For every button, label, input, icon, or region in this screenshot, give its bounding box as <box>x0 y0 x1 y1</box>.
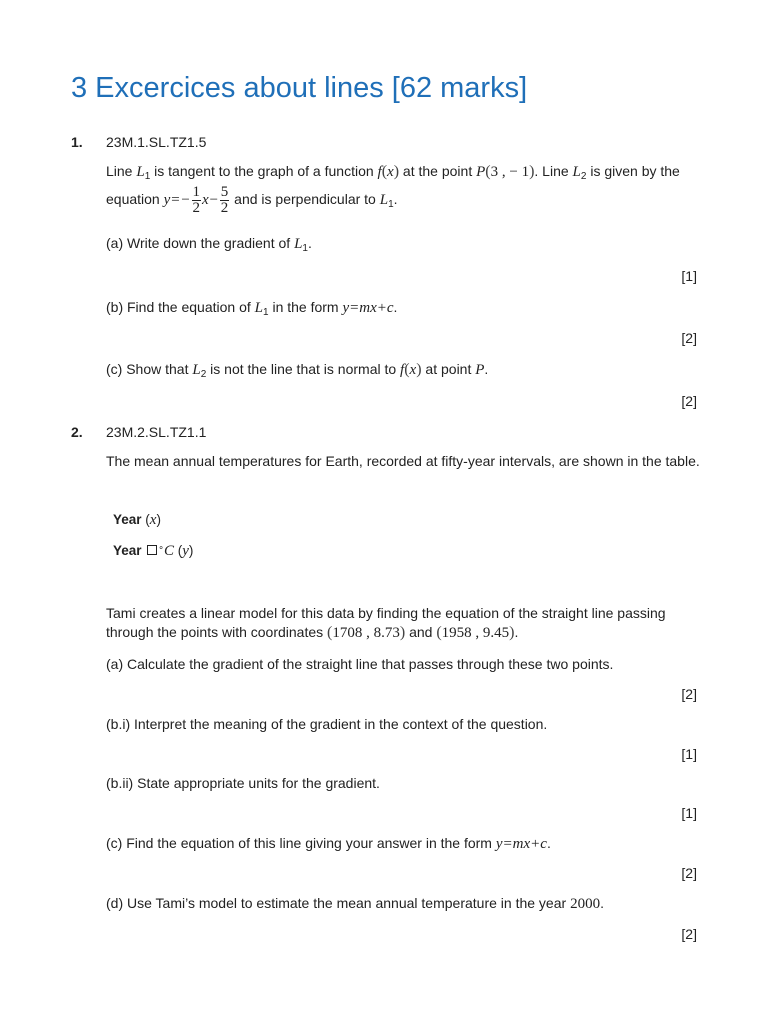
question-2d-marks: [2] <box>681 926 697 942</box>
question-2-stem: The mean annual temperatures for Earth, recorded at fifty-year intervals, are shown in the table. <box>106 453 700 469</box>
table-row-year-x: Year (x) <box>113 512 161 528</box>
table-row-year-temp: Year ∘C (y) <box>113 542 194 559</box>
question-2a-marks: [2] <box>681 686 697 702</box>
question-2-model-line-2: through the points with coordinates (1708 , 8.73) and (1958 , 9.45). <box>106 624 519 641</box>
question-2d: (d) Use Tami’s model to estimate the mean annual temperature in the year 2000. <box>106 895 604 912</box>
question-2bii: (b.ii) State appropriate units for the gradient. <box>106 775 380 791</box>
fraction-five-halves: $\frac{5}{2}$ <box>220 184 229 216</box>
missing-glyph-box <box>147 545 157 555</box>
question-2-model-line-1: Tami creates a linear model for this data by finding the equation of the straight line passing <box>106 605 666 621</box>
question-2bi-marks: [1] <box>681 746 697 762</box>
question-2a: (a) Calculate the gradient of the straight line that passes through these two points. <box>106 656 614 672</box>
question-1-number: 1. <box>71 134 83 150</box>
question-1c: (c) Show that $L_2$ is not the line that is normal to f(x) at point P. <box>106 361 489 380</box>
question-2-number: 2. <box>71 424 83 440</box>
question-2bi: (b.i) Interpret the meaning of the gradient in the context of the question. <box>106 716 548 732</box>
question-1a: (a) Write down the gradient of $L_1$. <box>106 235 312 254</box>
question-1a-marks: [1] <box>681 268 697 284</box>
question-1-stem-line-2: equation y=− $\frac{1}{2}$ x− $\frac{5}{2}$ and is perpendicular to $L_1$. <box>106 184 398 216</box>
question-2c-marks: [2] <box>681 865 697 881</box>
question-1c-marks: [2] <box>681 393 697 409</box>
fraction-one-half: $\frac{1}{2}$ <box>192 184 201 216</box>
page-title: 3 Excercices about lines [62 marks] <box>71 72 528 104</box>
question-1b-marks: [2] <box>681 330 697 346</box>
question-1b: (b) Find the equation of $L_1$ in the form y=mx+c. <box>106 299 398 318</box>
question-2bii-marks: [1] <box>681 805 697 821</box>
question-1-code: 23M.1.SL.TZ1.5 <box>106 134 207 150</box>
question-2-code: 23M.2.SL.TZ1.1 <box>106 424 207 440</box>
question-2c: (c) Find the equation of this line giving your answer in the form y=mx+c. <box>106 835 551 852</box>
question-1-stem-line-1: Line $L_1$ is tangent to the graph of a function f(x) at the point P(3 , − 1). Line $L_2$ is given by the <box>106 163 680 182</box>
